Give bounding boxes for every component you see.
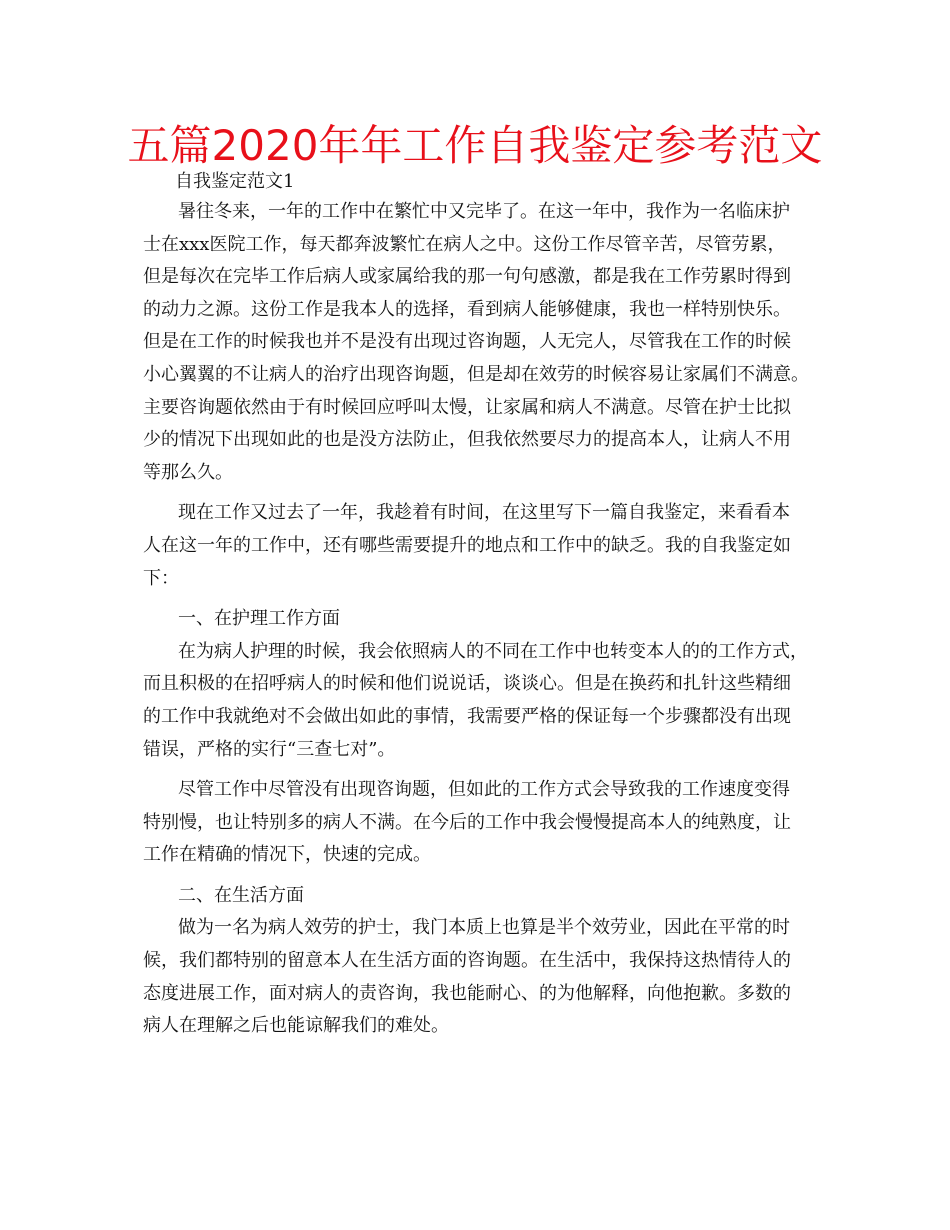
paragraph-line: 做为一名为病人效劳的护士，我门本质上也算是半个效劳业，因此在平常的时 <box>178 917 790 939</box>
paragraph-line: 小心翼翼的不让病人的治疗出现咨询题，但是却在效劳的时候容易让家属们不满意。 <box>143 363 809 385</box>
section-heading: 一、在护理工作方面 <box>178 608 340 630</box>
paragraph-line: 但是在工作的时候我也并不是没有出现过咨询题，人无完人，尽管我在工作的时候 <box>143 331 791 353</box>
paragraph-line: 现在工作又过去了一年，我趁着有时间，在这里写下一篇自我鉴定，来看看本 <box>178 502 790 524</box>
paragraph-line: 工作在精确的情况下，快速的完成。 <box>143 844 431 866</box>
paragraph-line: 在为病人护理的时候，我会依照病人的不同在工作中也转变本人的的工作方式， <box>178 640 808 662</box>
paragraph-line: 尽管工作中尽管没有出现咨询题，但如此的工作方式会导致我的工作速度变得 <box>178 779 790 801</box>
paragraph-line: 的工作中我就绝对不会做出如此的事情，我需要严格的保证每一个步骤都没有出现 <box>143 705 791 727</box>
paragraph-line: 错误，严格的实行“三查七对”。 <box>143 738 396 760</box>
paragraph-line: 少的情况下出现如此的也是没方法防止，但我依然要尽力的提高本人，让病人不用 <box>143 429 791 451</box>
paragraph-line: 的动力之源。这份工作是我本人的选择，看到病人能够健康，我也一样特别快乐。 <box>143 298 791 320</box>
paragraph-line: 下： <box>143 567 179 589</box>
paragraph-line: 候，我们都特别的留意本人在生活方面的咨询题。在生活中，我保持这热情待人的 <box>143 950 791 972</box>
paragraph-line: 而且积极的在招呼病人的时候和他们说说话，谈谈心。但是在换药和扎针这些精细 <box>143 673 791 695</box>
document-title: 五篇2020年年工作自我鉴定参考范文 <box>127 121 823 170</box>
document-body <box>143 196 833 1043</box>
paragraph-line: 主要咨询题依然由于有时候回应呼叫太慢，让家属和病人不满意。尽管在护士比拟 <box>143 396 791 418</box>
paragraph-line: 但是每次在完毕工作后病人或家属给我的那一句句感激，都是我在工作劳累时得到 <box>143 266 791 288</box>
paragraph-line: 暑往冬来，一年的工作中在繁忙中又完毕了。在这一年中，我作为一名临床护 <box>178 201 790 222</box>
paragraph-line: 人在这一年的工作中，还有哪些需要提升的地点和工作中的缺乏。我的自我鉴定如 <box>143 534 791 556</box>
section-heading: 二、在生活方面 <box>178 884 304 906</box>
paragraph-line: 态度进展工作，面对病人的责咨询，我也能耐心、的为他解释，向他抱歉。多数的 <box>143 982 791 1004</box>
paragraph-line: 等那么久。 <box>143 461 233 483</box>
paragraph-line: 士在xxx医院工作，每天都奔波繁忙在病人之中。这份工作尽管辛苦，尽管劳累， <box>143 233 786 255</box>
paragraph-line: 病人在理解之后也能谅解我们的难处。 <box>143 1015 449 1037</box>
paragraph-line: 特别慢，也让特别多的病人不满。在今后的工作中我会慢慢提高本人的纯熟度，让 <box>143 811 791 833</box>
document-subtitle: 自我鉴定范文1 <box>175 171 295 192</box>
